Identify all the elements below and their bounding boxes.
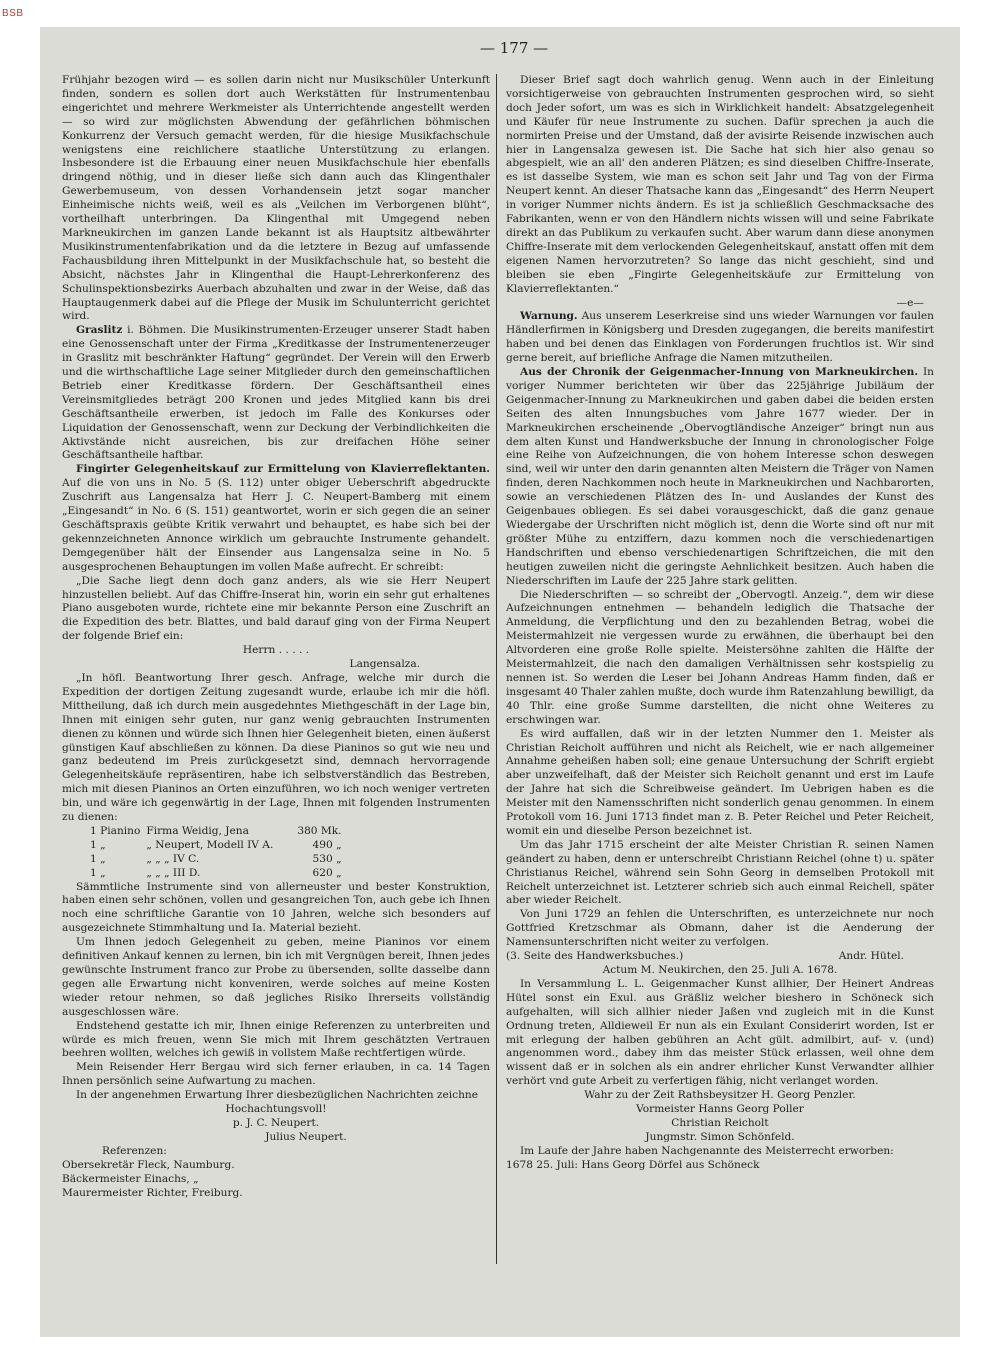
- chronik-vormeister: Vormeister Hanns Georg Poller: [636, 1103, 804, 1116]
- article-klingenthal: Frühjahr bezogen wird — es sollen darin nicht nur Musikschüler Unterkunft finden, sondern es sollen dort auch Werkstätten für Instrumentenbau eingerichtet und mehrere Werkmeister als Unterrichtende angestellt werden — so wird zur möglichsten Abwendung der gefährlichen böhmischen Konkurrenz der Versuch gemacht werden, für die hiesige Musikfachschule wenigstens eine reichlichere staatliche Unterstützung zu erlangen. Insbesondere ist die Erbauung einer neuen Musikfachschule hier ebenfalls dringend nöthig, und in dieser ließe sich dann auch das Klingenthaler Gewerbemuseum, von dessen Vorhandensein jetzt sogar mancher Einheimische nichts weiß, weil es als „Veilchen im Verborgenen blüht“, vortheilhaft unterbringen. Da Klingenthal mit Umgegend neben Markneukirchen im ganzen Lande bekannt ist als Hauptsitz altbewährter Musikinstrumentenfabrikation und da die letztere in Bezug auf umfassende Fachausbildung ihren Mittelpunkt in der Musikfachschule hat, so besteht die Absicht, nächstes Jahr in Klingenthal die Haupt-Lehrerkonferenz des Schulinspektionsbezirks Auerbach abzuhalten und zwar in der Weise, daß das Hauptaugenmerk dabei auf die Pflege der Musik im Schulunterricht gerichtet wird.: [62, 74, 490, 323]
- price-table: [90, 825, 348, 881]
- price-qty: 1 „: [90, 852, 106, 865]
- entry-name: Andr. Hütel.: [838, 950, 904, 963]
- chronik-witness: Wahr zu der Zeit Rathsbeysitzer H. Georg Penzler.: [584, 1089, 856, 1102]
- chronik-entry-1678: 1678 25. Juli: Hans Georg Dörfel aus Schöneck: [506, 1158, 760, 1171]
- fingirt-body: Auf die von uns in No. 5 (S. 112) unter obiger Ueberschrift abgedruckte Zuschrift aus Langensalza hat Herr J. C. Neupert-Bamberg mit einem „Eingesandt“ in No. 6 (S. 151) geantwortet, worin er sich gegen die an seiner Geschäftspraxis geübte Kritik verwahrt und behauptet, es habe sich bei der gekennzeichneten Annonce wirklich um gebrauchte Instrumente gehandelt. Demgegenüber hält der Einsender aus Langensalza seine in No. 5 ausgesprochenen Behauptungen im vollen Maße aufrecht. Er schreibt:: [62, 477, 490, 573]
- reference-item: Maurermeister Richter, Freiburg.: [62, 1186, 243, 1199]
- letter-closing: In der angenehmen Erwartung Ihrer diesbezüglichen Nachrichten zeichne: [76, 1089, 478, 1102]
- column-divider: [496, 74, 497, 1264]
- quote-paragraph: „Die Sache liegt denn doch ganz anders, als wie sie Herr Neupert hinzustellen beliebt. Auf das Chiffre-Inserat hin, worin ein sehr gut erhaltenes Piano ausgeboten wurde, richtete eine mir bekannte Person eine Zuschrift an die Expedition des betr. Blattes, und bald darauf ging von der Firma Neupert der folgende Brief ein:: [62, 574, 490, 643]
- article-chronik: [506, 366, 934, 589]
- chronik-reicholt: Es wird auffallen, daß wir in der letzten Nummer den 1. Meister als Christian Reicholt aufführen und nicht als Reichelt, wie er nach allgemeiner Annahme geheißen haben soll; eine genaue Untersuchung der Schrift ergiebt aber unzweifelhaft, daß der Meister sich Reicholt genannt und erst im Laufe der Jahre hat sich die Schreibweise geändert. Im Uebrigen haben es die Meister mit den Namensschriften nicht sonderlich genau genommen. In einem Protokoll vom 16. Juni 1713 findet man z. B. Peter Reichel und Peter Reicheit, womit ein und dieselbe Person bezeichnet ist.: [506, 727, 934, 837]
- page-number: — 177 —: [480, 39, 549, 57]
- price-row: [90, 825, 348, 839]
- newspaper-page: [40, 27, 960, 1337]
- price-qty: 1 „: [90, 866, 106, 879]
- chronik-body: In voriger Nummer berichteten wir über das 225jährige Jubiläum der Geigenmacher-Innung zu Markneukirchen und gaben dabei die beiden ersten Seiten des alten Innungsbuches vom Jahre 1677 wieder. Der in Markneukirchen erscheinende „Obervogtländische Anzeiger“ bringt nun aus dem alten Kunst und Handwerksbuche der Innung in chronologischer Folge eine Reihe von Aufzeichnungen, die von hohem Interesse schon deswegen sind, weil wir unter den darin genannten alten Meistern die Träger von Namen finden, deren Nachkommen noch heute in Markneukirchen und Nachbarorten, sowie an verschiedenen Plätzen des In- und Auslandes der Kunst des Geigenbaues obliegen. Es sei dabei vorausgeschickt, daß die ganz genaue Wiedergabe der Urschriften nicht möglich ist, denn die Worte sind oft nur mit größter Mühe zu entziffern, dazu kommen noch die verschiedenartigen Handschriften und ebenso verschiedenartigen Schriftzeichen, die mit den heutigen zuweilen nicht die geringste Aehnlichkeit besitzen. Auch haben die Niederschriften im Laufe der 225 Jahre stark gelitten.: [506, 366, 934, 587]
- chronik-1715: Um das Jahr 1715 erscheint der alte Meister Christian R. seinen Namen geändert zu haben, denn er unterschreibt Christiann Reichel (ohne t) u. später Christianus Reichel, während sein Sohn Georg in demselben Protokoll mit Reichelt unterzeichnet ist. Letzterer schrieb sich auch einmal Reichell, später aber wieder Reichelt.: [506, 838, 934, 907]
- price-row: [90, 839, 348, 853]
- reference-item: Obersekretär Fleck, Naumburg.: [62, 1158, 235, 1171]
- chronik-meisterrecht: Im Laufe der Jahre haben Nachgenannte des Meisterrecht erworben:: [520, 1144, 894, 1157]
- author-signature: —e—: [896, 296, 924, 309]
- signature-firm: p. J. C. Neupert.: [232, 1116, 320, 1129]
- price-row: [90, 853, 348, 867]
- price-firm: „ „ „ III D.: [146, 866, 201, 879]
- reference-item: Bäckermeister Einachs, „: [62, 1172, 199, 1185]
- warnung-heading: Warnung.: [520, 310, 578, 323]
- article-brief-commentary: Dieser Brief sagt doch wahrlich genug. Wenn auch in der Einleitung vorsichtigerweise von gebrauchten Instrumenten gesprochen wird, so sieht doch Jeder sofort, um was es sich in Wirklichkeit handelt: Absatzgelegenheit und Käufer für neue Instrumente zu suchen. Dafür sprechen ja auch die normirten Preise und der Umstand, daß der avisirte Reisende inzwischen auch hier in Langensalza gewesen ist. Die Sache hat sich hier also genau so abgespielt, wie an all' den anderen Plätzen; es sind dieselben Chiffre-Inserate, es ist dasselbe System, wie man es schon seit Jahr und Tag von der Firma Neupert kennt. An dieser Thatsache kann das „Eingesandt“ des Herrn Neupert in voriger Nummer nichts ändern. Es ist ja schließlich Geschmacksache des Fabrikanten, wenn er von den Händlern nichts wissen will und seine Fabrikate direkt an das Publikum zu verkaufen sucht. Aber warum dann diese anonymen Chiffre-Inserate mit dem verlockenden Gelegenheitskauf, anstatt offen mit dem eigenen Namen hervorzutreten? So lange das nicht geschieht, sind und bleiben sie eben „Fingirte Gelegenheitskäufe zur Ermittelung von Klavierreflektanten.“: [506, 74, 934, 295]
- references-heading: Referenzen:: [102, 1144, 167, 1157]
- price-firm: Firma Weidig, Jena: [146, 824, 249, 837]
- warnung-body: Aus unserem Leserkreise sind uns wieder Warnungen vor faulen Händlerfirmen in Königsberg und Dresden zugegangen, die bereits manifestirt haben und bei denen das Einklagen von Forderungen fruchtlos ist. Wir sind gerne bereit, auf briefliche Anfrage die Namen mitzutheilen.: [506, 310, 934, 365]
- price-qty: 1 Pianino: [90, 824, 141, 837]
- chronik-heading: Aus der Chronik der Geigenmacher-Innung von Markneukirchen.: [520, 366, 919, 379]
- chronik-jungmeister: Jungmstr. Simon Schönfeld.: [645, 1130, 795, 1143]
- letter-traveller: Mein Reisender Herr Bergau wird sich ferner erlauben, in ca. 14 Tagen Ihnen persönlich seine Aufwartung zu machen.: [62, 1061, 490, 1088]
- letter-body: „In höfl. Beantwortung Ihrer gesch. Anfrage, welche mir durch die Expedition der dortigen Zeitung zugesandt wurde, erlaube ich mir die höfl. Mittheilung, daß ich durch mein ausgedehntes Miethgeschäft in der Lage bin, Ihnen mit einigen sehr guten, nur ganz wenig gebrauchten Instrumenten dienen zu können und würde sich Ihnen hier Gelegenheit bieten, einen äußerst günstigen Kauf abschließen zu können. Da diese Pianinos so gut wie neu und ganz bedeutend im Preis zurückgesetzt sind, demnach hervorragende Gelegenheitskäufe repräsentiren, habe ich selbstverständlich das Bestreben, mich mit diesen Pianinos an Orten einzuführen, wo ich noch weniger vertreten bin, und wäre ich gegenwärtig in der Lage, Ihnen mit folgenden Instrumenten zu dienen:: [62, 671, 490, 824]
- letter-instruments: Sämmtliche Instrumente sind von allerneuster und bester Konstruktion, haben einen sehr schönen, vollen und gesangreichen Ton, auch gebe ich Ihnen noch eine schriftliche Garantie von 10 Jahren, welche sich besonders auf ausgezeichnete Stimmhaltung und Ia. Material bezieht.: [62, 880, 490, 935]
- article-graslitz: [62, 324, 490, 463]
- letter-trial-offer: Um Ihnen jedoch Gelegenheit zu geben, meine Pianinos vor einem definitiven Ankauf kennen zu lernen, bin ich mit Vergnügen bereit, Ihnen jedes gewünschte Instrument franco zur Probe zu übersenden, sollte dasselbe dann gegen alle Erwartung nicht konveniren, werde solches auf meine Kosten wieder retour nehmen, so daß jegliches Risiko Ihrerseits vollständig ausgeschlossen wäre.: [62, 936, 490, 1018]
- chronik-page-ref: [506, 950, 934, 964]
- fingirt-heading: Fingirter Gelegenheitskauf zur Ermittelung von Klavierreflektanten.: [76, 463, 490, 476]
- price-firm: „ „ „ IV C.: [146, 852, 200, 865]
- chronik-versammlung: In Versammlung L. L. Geigenmacher Kunst allhier, Der Heinert Andreas Hütel sonst ein Exul. aus Gräßliz welcher bieshero in Schöneck sich aufgehalten, will sich allhier nieder Jaßen vnd zugleich mit in die Kunst Ordnung treten, Alldieweil Er nun als ein Exulant Considerirt worden, Ist er mit erlegung der halben gebühren an Acht gült. admilbirt, auf- v. (und) angenommen word., dabey ihm das meister Stück erlassen, weil ohne dem wissent daß er in solchen als ein andrer ehrlicher Kunst Verwandter allhier verhört vnd gute Arbeit zu verfertigen fähig, nicht verlanget worden.: [506, 977, 934, 1088]
- article-fingirt: [62, 463, 490, 574]
- library-watermark: BSB: [2, 8, 24, 19]
- chronik-actum: Actum M. Neukirchen, den 25. Juli A. 1678.: [602, 964, 838, 976]
- chronik-niederschriften: Die Niederschriften — so schreibt der „Obervogtl. Anzeig.“, dem wir diese Aufzeichnungen entnehmen — behandeln lediglich die Thatsache der Anmeldung, die Verpflichtung und den zu bezahlenden Betrag, wobei die Meistermahlzeit nie vergessen wurde zu erwähnen, die überhaupt bei den Altvorderen eine große Rolle spielte. Meistersöhne zahlten die Hälfte der Meistermahlzeit, die nach den damaligen Verhältnissen sehr kostspielig zu nennen ist. So werden die Leser bei Johann Andreas Hamm finden, daß er insgesamt 40 Thaler zahlen mußte, doch wurde ihm Ratenzahlung bewilligt, da 40 Thlr. eine große Summe darstellten, die nicht ohne Weiteres zu erschwingen war.: [506, 588, 934, 726]
- left-column: [62, 74, 490, 1264]
- graslitz-heading: Graslitz: [76, 324, 123, 337]
- price-value: 620 „: [312, 866, 342, 879]
- chronik-1729: Von Juni 1729 an fehlen die Unterschriften, es unterzeichnete nur noch Gottfried Kretzschmar als Obmann, daher ist die Aenderung der Namensunterschriften nicht weiter zu verfolgen.: [506, 908, 934, 949]
- signature-name: Julius Neupert.: [265, 1130, 347, 1143]
- graslitz-body: i. Böhmen. Die Musikinstrumenten-Erzeuger unserer Stadt haben eine Genossenschaft unter der Firma „Kreditkasse der Instrumentenerzeuger in Graslitz mit beschränkter Haftung“ gegründet. Der Verein will den Erwerb und die wirthschaftliche Lage seiner Mitglieder durch den gemeinschaftlichen Betrieb einer Kreditkasse fördern. Der Geschäftsantheil eines Vereinsmitgliedes beträgt 200 Kronen und jedes Mitglied kann bis drei Geschäftsantheile erwerben, ist jedoch im Falle des Konkurses oder Liquidation der Genossenschaft, wenn zur Deckung der Verbindlichkeiten die Aktivstände nicht ausreichen, bis zur dreifachen Höhe seiner Geschäftsantheile haftbar.: [62, 324, 490, 462]
- right-column: [506, 74, 934, 1264]
- chronik-reicholt-sign: Christian Reicholt: [671, 1116, 769, 1129]
- letter-place: Langensalza.: [349, 658, 420, 671]
- article-warnung: [506, 310, 934, 366]
- price-value: 380 Mk.: [297, 824, 342, 837]
- letter-addressee: Herrn . . . . .: [242, 644, 310, 657]
- price-qty: 1 „: [90, 838, 106, 851]
- price-row: [90, 867, 348, 881]
- signature-greeting: Hochachtungsvoll!: [225, 1103, 327, 1116]
- price-firm: „ Neupert, Modell IV A.: [146, 838, 274, 851]
- price-value: 530 „: [312, 852, 342, 865]
- price-value: 490 „: [312, 838, 342, 851]
- page-ref-text: (3. Seite des Handwerksbuches.): [506, 950, 684, 963]
- letter-references-intro: Endstehend gestatte ich mir, Ihnen einige Referenzen zu unterbreiten und würde es mich freuen, wenn Sie mich mit Ihrem geschätzten Vertrauen beehren wollten, welches ich gewiß in vollstem Maße rechtfertigen würde.: [62, 1019, 490, 1060]
